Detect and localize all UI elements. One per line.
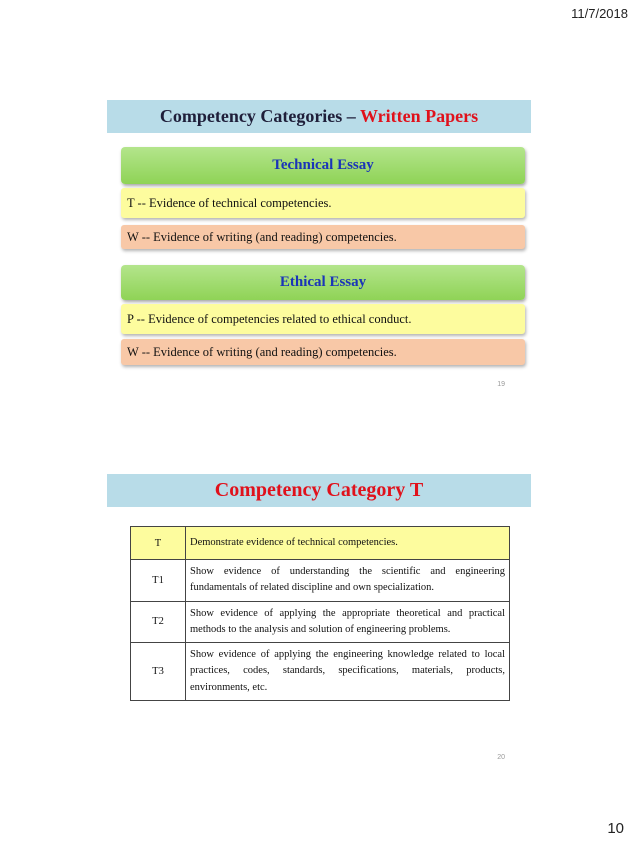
table-cell-description: Show evidence of applying the engineering knowledge related to local practices, codes, standards, specifications, materials, products, environments, etc.: [186, 643, 510, 701]
table-cell-description: Demonstrate evidence of technical competencies.: [186, 527, 510, 560]
table-row: [131, 601, 510, 643]
list-item: W -- Evidence of writing (and reading) competencies.: [121, 339, 525, 365]
list-item: T -- Evidence of technical competencies.: [121, 188, 525, 218]
list-item: P -- Evidence of competencies related to ethical conduct.: [121, 304, 525, 334]
table-cell-description: Show evidence of applying the appropriate theoretical and practical methods to the analysis and solution of engineering problems.: [186, 601, 510, 643]
table-cell-code: T1: [131, 560, 186, 602]
table-cell-description: Show evidence of understanding the scientific and engineering fundamentals of related discipline and own specialization.: [186, 560, 510, 602]
slide-title: [107, 100, 531, 133]
page-number: 10: [607, 820, 624, 837]
table-row: [131, 560, 510, 602]
table-row: [131, 643, 510, 701]
slide-number: 20: [497, 754, 505, 761]
section-heading-technical-essay: Technical Essay: [121, 147, 525, 184]
slide-title-accent: Written Papers: [359, 106, 479, 126]
print-date: 11/7/2018: [571, 6, 628, 21]
table-cell-code: T2: [131, 601, 186, 643]
slide-title: Competency Category T: [107, 474, 531, 507]
table-cell-code: T3: [131, 643, 186, 701]
list-item: W -- Evidence of writing (and reading) competencies.: [121, 225, 525, 249]
table-row: [131, 527, 510, 560]
section-heading-ethical-essay: Ethical Essay: [121, 265, 525, 300]
slide-20: [107, 474, 531, 774]
slide-title-main: Competency Categories –: [159, 106, 360, 126]
slide-number: 19: [497, 381, 505, 388]
competency-table: [130, 526, 510, 701]
slide-19: [107, 100, 531, 400]
table-cell-code: T: [131, 527, 186, 560]
